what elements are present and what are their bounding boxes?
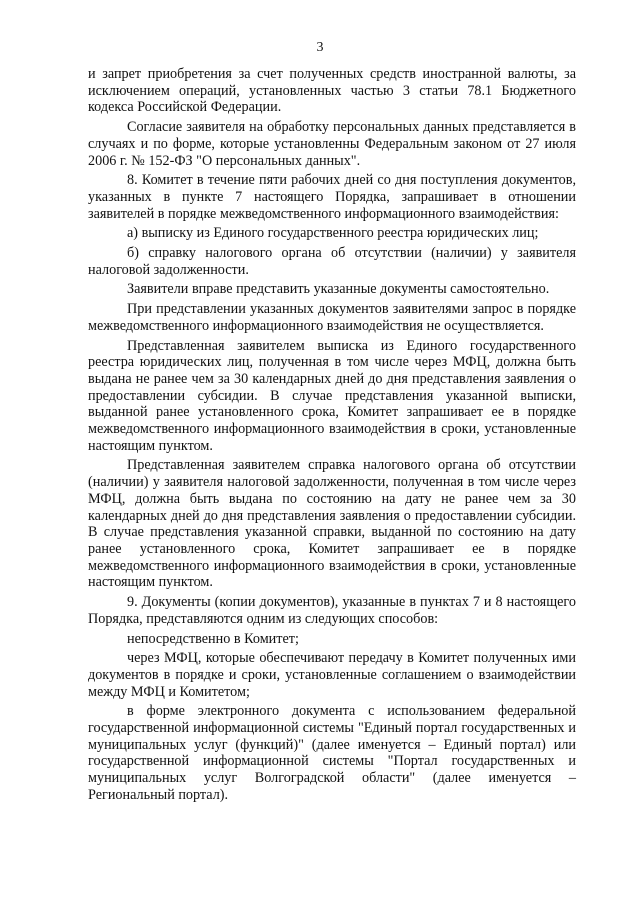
paragraph: Представленная заявителем выписка из Единого государственного реестра юридических лиц, полученная в том числе через МФЦ, должна быть выдана не ранее чем за 30 календарных дней до дня представления заявления о предоставлении субсидии. В случае представления указанной выписки, выданной ранее установленного срока, Комитет запрашивает ее в порядке межведомственного информационного взаимодействия в сроки, установленные настоящим пунктом. [88,337,576,454]
paragraph: и запрет приобретения за счет полученных средств иностранной валюты, за исключением операций, установленных частью 3 статьи 78.1 Бюджетного кодекса Российской Федерации. [88,66,576,116]
page-number: 3 [316,40,324,55]
paragraph: Представленная заявителем справка налогового органа об отсутствии (наличии) у заявителя налоговой задолженности, полученная в том числе через МФЦ, должна быть выдана по состоянию на дату не ранее чем за 30 календарных дней до дня представления заявления о предоставлении субсидии. В случае представления указанной справки, выданной по состоянию на дату ранее установленного срока, Комитет запрашивает ее в порядке межведомственного информационного взаимодействия в сроки, установленные настоящим пунктом. [88,457,576,591]
paragraph: б) справку налогового органа об отсутствии (наличии) у заявителя налоговой задолженности. [88,245,576,278]
paragraph: 9. Документы (копии документов), указанные в пунктах 7 и 8 настоящего Порядка, представляются одним из следующих способов: [88,594,576,627]
paragraph: в форме электронного документа с использованием федеральной государственной информационной системы "Единый портал государственных и муниципальных услуг (функций)" (далее именуется – Единый портал) или государственной информационной системы "Портал государственных и муниципальных услуг Волгоградской области" (далее именуется – Региональный портал). [88,703,576,803]
paragraph: через МФЦ, которые обеспечивают передачу в Комитет полученных ими документов в порядке и сроки, установленные соглашением о взаимодействии между МФЦ и Комитетом; [88,650,576,700]
paragraph: непосредственно в Комитет; [127,630,299,647]
paragraph: Согласие заявителя на обработку персональных данных представляется в случаях и по форме, которые установленны Федеральным законом от 27 июля 2006 г. № 152-ФЗ "О персональных данных". [88,119,576,169]
paragraph: Заявители вправе представить указанные документы самостоятельно. [127,281,550,298]
paragraph: 8. Комитет в течение пяти рабочих дней со дня поступления документов, указанных в пункте 7 настоящего Порядка, запрашивает в отношении заявителей в порядке межведомственного информационного взаимодействия: [88,172,576,222]
paragraph: При представлении указанных документов заявителями запрос в порядке межведомственного информационного взаимодействия не осуществляется. [88,301,576,334]
paragraph: а) выписку из Единого государственного реестра юридических лиц; [127,225,539,242]
document-body [88,66,576,804]
